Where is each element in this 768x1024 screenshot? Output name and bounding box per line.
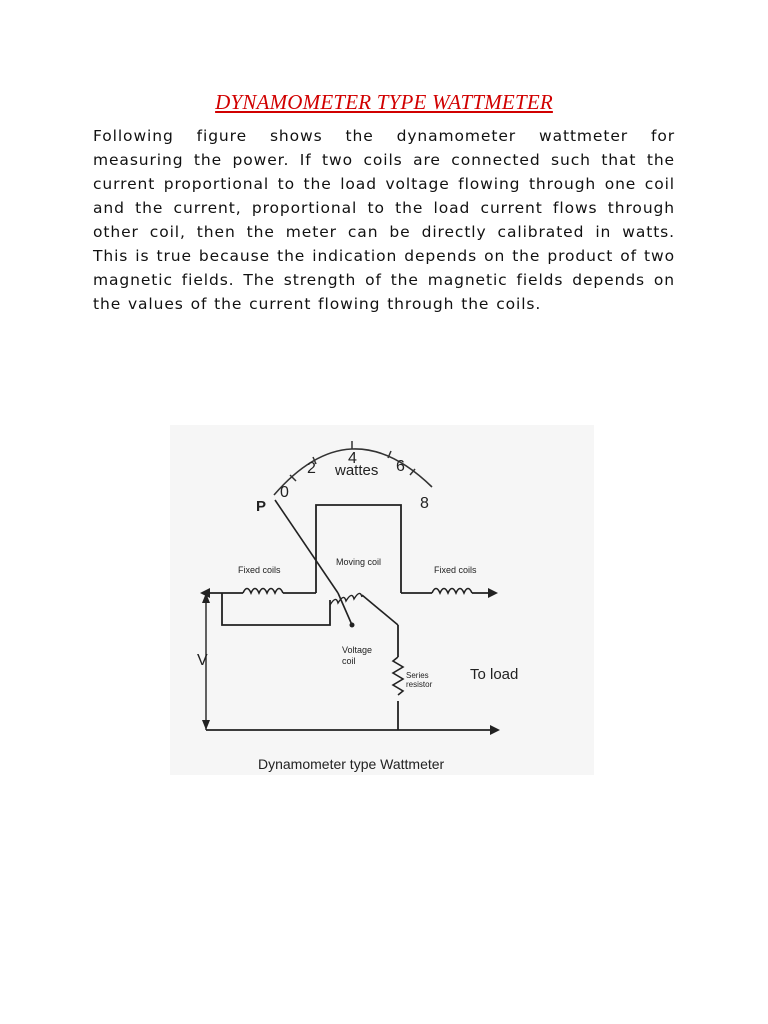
scale-unit: wattes (335, 462, 379, 479)
voltage-coil-label-2: coil (342, 656, 356, 666)
figure-caption: Dynamometer type Wattmeter (258, 756, 445, 772)
to-load-label: To load (470, 666, 519, 683)
pointer-pivot (350, 623, 355, 628)
wattmeter-diagram (170, 425, 594, 775)
fixed-coils-right-label: Fixed coils (434, 565, 477, 575)
fixed-coils-left-label: Fixed coils (238, 565, 281, 575)
scale-tick-2: 2 (307, 460, 316, 477)
document-title: DYNAMOMETER TYPE WATTMETER (215, 90, 553, 114)
scale-tick-0: 0 (280, 484, 289, 501)
pointer-label: P (256, 498, 267, 515)
moving-coil-label: Moving coil (336, 557, 382, 567)
scale-tick-8: 8 (420, 495, 429, 512)
voltage-label: V (197, 652, 208, 669)
body-paragraph: Following figure shows the dynamometer wattmeter for measuring the power. If two coils are connected such that the current proportional to the load voltage flowing through one coil and the current, proportional to the load current flows through other coil, then the meter can be directly calibrated in watts. This is true because the indication depends on the product of two magnetic fields. The strength of the magnetic fields depends on the values of the current flowing through the coils. (93, 127, 675, 313)
series-resistor-label-1: Series (406, 671, 429, 680)
series-resistor-label-2: resistor (406, 680, 433, 689)
scale-tick-4: 4 (348, 450, 357, 467)
scale-tick-6: 6 (396, 458, 405, 475)
figure-background (170, 425, 594, 775)
voltage-coil-label-1: Voltage (342, 645, 373, 655)
